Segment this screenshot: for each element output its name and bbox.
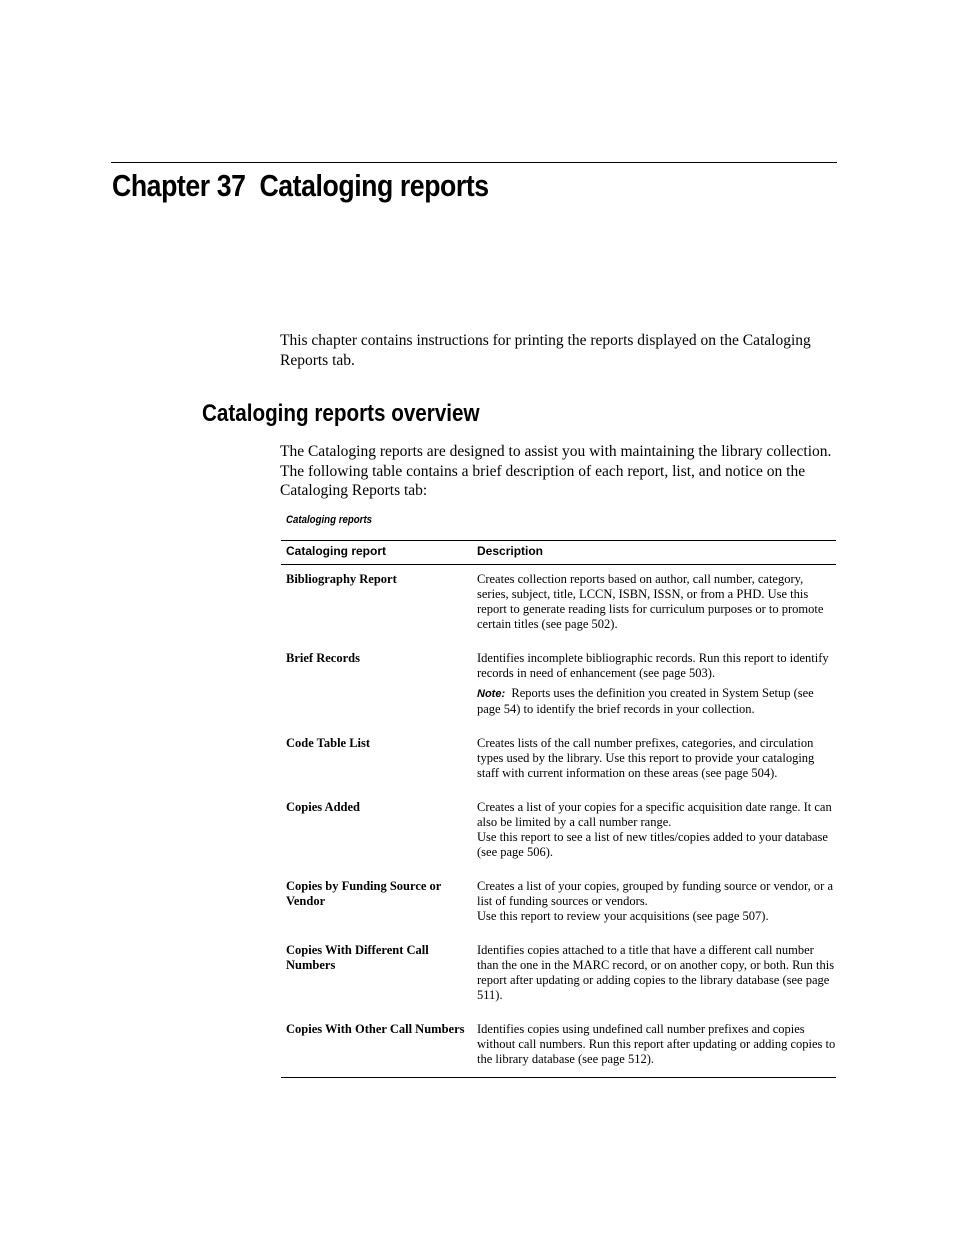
table-header-row [281,541,836,565]
table-row [281,565,836,652]
table-row [281,879,836,943]
chapter-rule [111,162,837,163]
reports-table [281,540,836,1078]
table-row [281,800,836,879]
report-name: Copies by Funding Source or Vendor [286,879,442,908]
intro-paragraph: This chapter contains instructions for printing the reports displayed on the Cataloging Reports tab. [280,332,811,369]
report-description: Identifies incomplete bibliographic records. Run this report to identify records in need of enhancement (see page 503). [477,651,829,680]
overview-paragraph: The Cataloging reports are designed to assist you with maintaining the library collection. The following table contains a brief description of each report, list, and notice on the Cataloging Reports tab: [280,443,832,499]
table-row [281,651,836,736]
report-description: Creates a list of your copies for a specific acquisition date range. It can also be limited by a call number range. Use this report to see a list of new titles/copies added to your database (see page 506). [477,800,832,859]
section-heading: Cataloging reports overview [202,400,480,427]
report-name: Bibliography Report [286,572,397,586]
report-name: Copies Added [286,800,360,814]
note-text: Reports uses the definition you created in System Setup (see page 54) to identify the brief records in your collection. [477,686,814,716]
column-header-description: Description [477,541,836,565]
note-label: Note: [477,688,506,700]
report-name: Code Table List [286,736,371,750]
report-name: Brief Records [286,651,360,665]
report-description: Identifies copies using undefined call number prefixes and copies without call numbers. Run this report after updating or adding copies to the library database (see page 512). [477,1022,836,1078]
table-row [281,1022,836,1078]
report-description: Creates lists of the call number prefixes, categories, and circulation types used by the library. Use this report to provide your cataloging staff with current information on these areas (see page 504). [477,736,815,780]
report-name: Copies With Other Call Numbers [281,1022,477,1078]
report-name: Copies With Different Call Numbers [286,943,429,972]
table-row [281,943,836,1022]
report-description: Creates a list of your copies, grouped by funding source or vendor, or a list of funding sources or vendors. Use this report to review your acquisitions (see page 507). [477,879,833,923]
report-note [477,686,836,717]
column-header-report: Cataloging report [281,541,477,565]
table-row [281,736,836,800]
report-description: Creates collection reports based on author, call number, category, series, subject, title, LCCN, ISBN, ISSN, or from a PHD. Use this report to generate reading lists for curriculum purposes or to promote certain titles (see page 502). [477,572,824,631]
report-description: Identifies copies attached to a title that have a different call number than the one in the MARC record, or on another copy, or both. Run this report after updating or adding copies to the library database (see page 511). [477,943,835,1002]
table-caption: Cataloging reports [286,514,373,526]
chapter-title: Chapter 37 Cataloging reports [112,168,489,203]
